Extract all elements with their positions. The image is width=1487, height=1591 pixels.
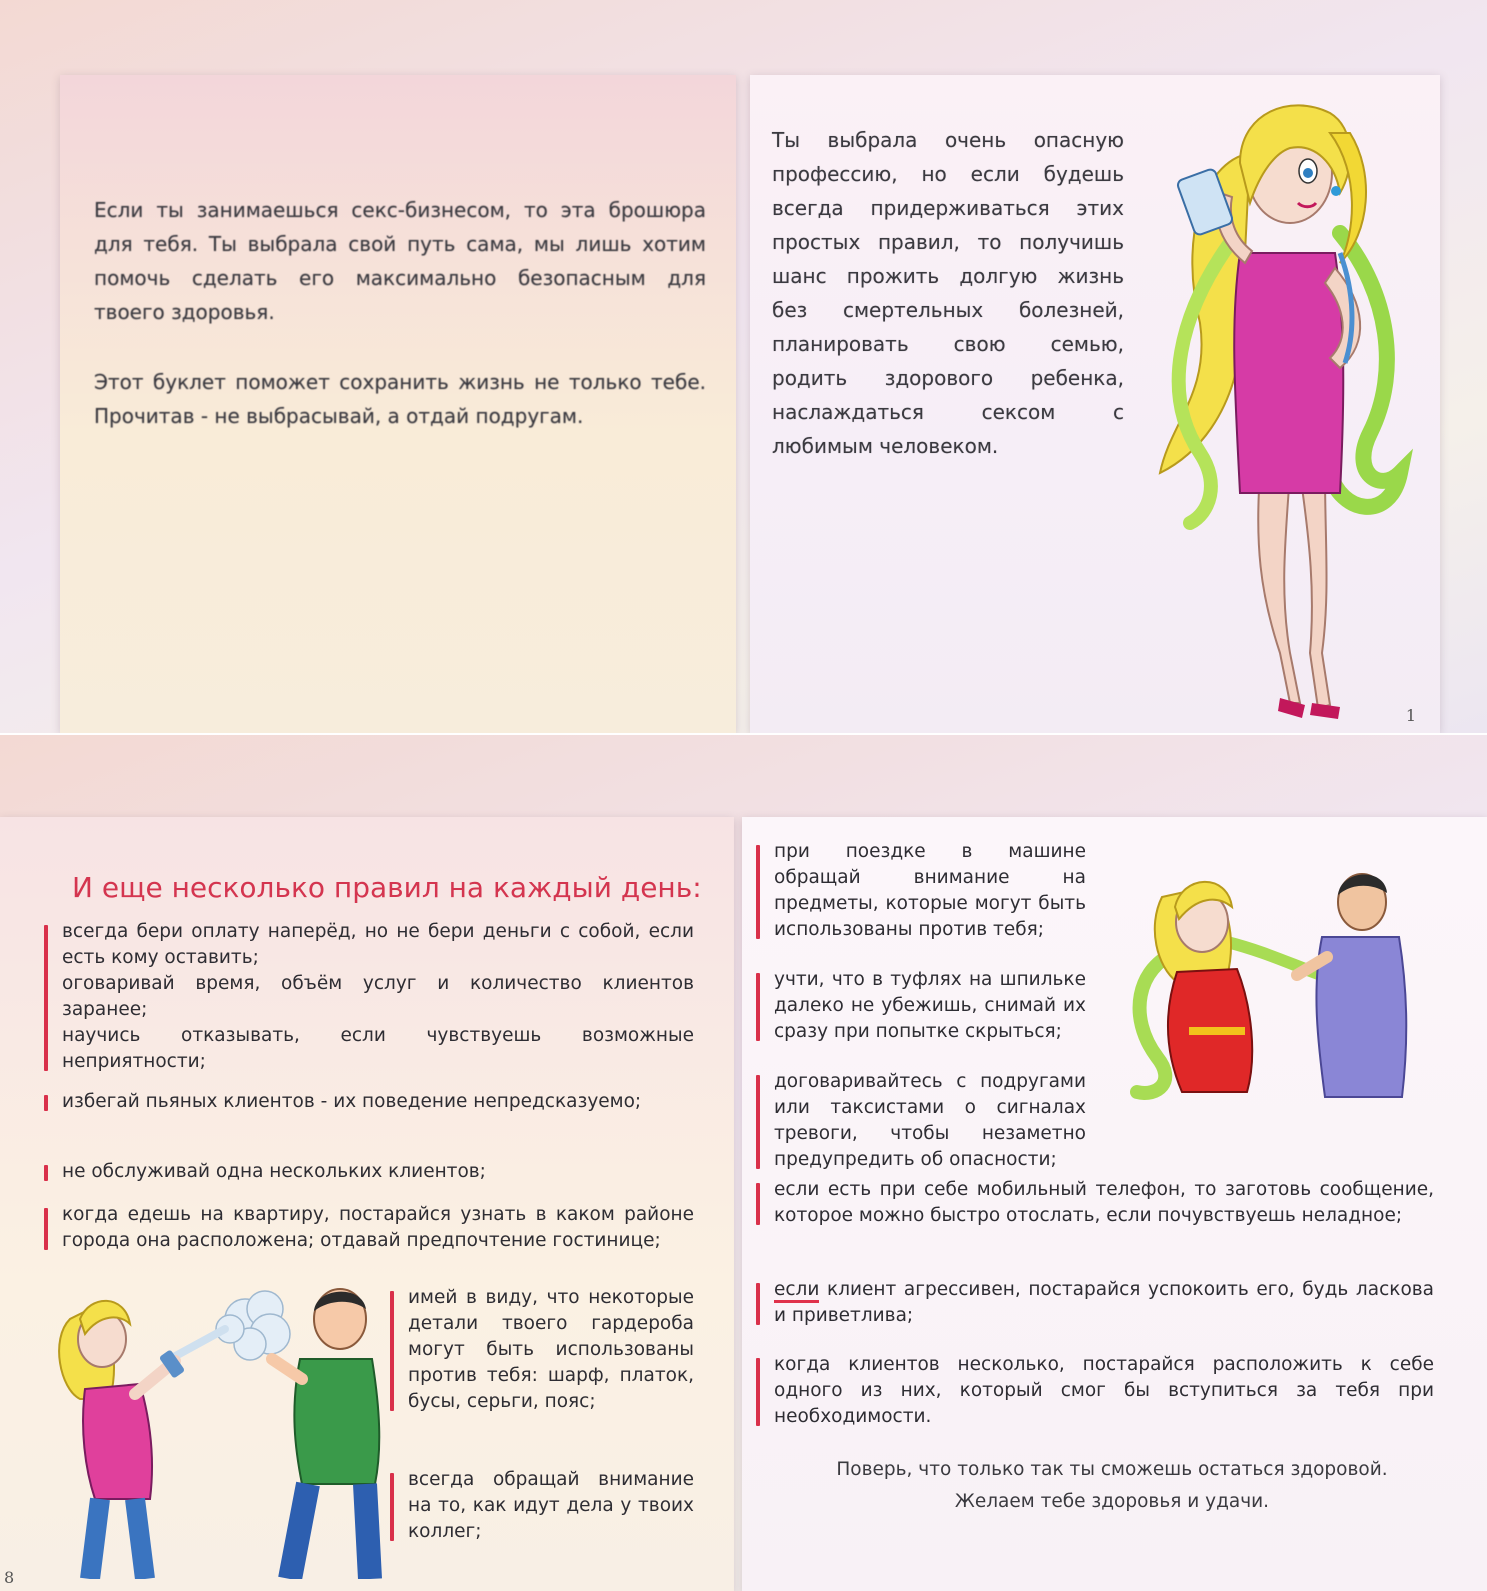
rule-line: когда клиентов несколько, постарайся расположить к себе одного из них, который смог бы вступиться за тебя при необходимости.: [774, 1354, 1434, 1427]
rule-item: [754, 967, 1086, 1045]
warning-paragraph: Ты выбрала очень опасную профессию, но если будешь всегда придерживаться этих простых правил, то получишь шанс прожить долгую жизнь без смертельных болезней, планировать свою семью, родить здорового ребенка, наслаждаться сексом с любимым человеком.: [772, 128, 1124, 458]
booklet-page-rules-left: [0, 817, 734, 1591]
rule-line-rest: клиент агрессивен, постарайся успокоить его, будь ласкова и приветлива;: [774, 1279, 1434, 1326]
booklet-page-intro: [60, 75, 736, 733]
rule-item: [388, 1467, 694, 1545]
rule-item: [754, 1177, 1434, 1229]
rules-heading: И еще несколько правил на каждый день:: [72, 871, 702, 904]
intro-paragraph-2: Этот буклет поможет сохранить жизнь не только тебе. Прочитав - не выбрасывай, а отдай подругам.: [94, 370, 706, 428]
highlighted-word: если: [774, 1279, 819, 1303]
rule-item: [388, 1285, 694, 1415]
rule-item: [42, 1159, 694, 1185]
rule-item: [754, 1277, 1434, 1329]
rule-item: [42, 919, 694, 1075]
rule-line: всегда обращай внимание на то, как идут дела у твоих коллег;: [408, 1469, 694, 1542]
rule-line: когда едешь на квартиру, постарайся узнать в каком районе города она расположена; отдавай предпочтение гостинице;: [62, 1204, 694, 1251]
woman-with-phone-illustration: [1140, 93, 1420, 723]
spray-defense-illustration: [40, 1279, 390, 1579]
rule-line: не обслуживай одна нескольких клиентов;: [62, 1161, 486, 1182]
rule-line: научись отказывать, если чувствуешь возможные неприятности;: [62, 1025, 694, 1072]
rule-line: всегда бери оплату наперёд, но не бери деньги с собой, если есть кому оставить;: [62, 921, 694, 968]
top-photo: [0, 0, 1487, 733]
intro-paragraph-1: Если ты занимаешься секс-бизнесом, то эта брошюра для тебя. Ты выбрала свой путь сама, мы лишь хотим помочь сделать его максимально безопасным для твоего здоровья.: [94, 198, 706, 324]
rule-line: [774, 1277, 1434, 1329]
page-number: 8: [4, 1568, 15, 1587]
rule-line: избегай пьяных клиентов - их поведение непредсказуемо;: [62, 1091, 642, 1112]
rule-line: учти, что в туфлях на шпильке далеко не убежишь, снимай их сразу при попытке скрыться;: [774, 969, 1086, 1042]
booklet-page-rules-right: [742, 817, 1487, 1591]
scarf-attack-illustration: [1117, 857, 1417, 1107]
closing-line-1: Поверь, что только так ты сможешь остаться здоровой.: [836, 1459, 1388, 1480]
rule-line: оговаривай время, объём услуг и количество клиентов заранее;: [62, 973, 694, 1020]
bottom-photo: [0, 733, 1487, 1591]
rule-line: при поездке в машине обращай внимание на предметы, которые могут быть использованы против тебя;: [774, 841, 1086, 940]
rule-item: [42, 1089, 694, 1115]
rule-item: [754, 839, 1086, 943]
rule-item: [42, 1202, 694, 1254]
rule-line: имей в виду, что некоторые детали твоего гардероба могут быть использованы против тебя: шарф, платок, бусы, серьги, пояс;: [408, 1287, 694, 1412]
rule-item: [754, 1069, 1086, 1173]
page-number: 1: [1405, 706, 1416, 725]
rule-line: договаривайтесь с подругами или таксистами о сигналах тревоги, чтобы незаметно предупредить об опасности;: [774, 1071, 1086, 1170]
rule-item: [754, 1352, 1434, 1430]
rule-line: если есть при себе мобильный телефон, то заготовь сообщение, которое можно быстро отослать, если почувствуешь неладное;: [774, 1179, 1434, 1226]
booklet-page-warning: [750, 75, 1440, 733]
closing-line-2: Желаем тебе здоровья и удачи.: [954, 1491, 1270, 1512]
